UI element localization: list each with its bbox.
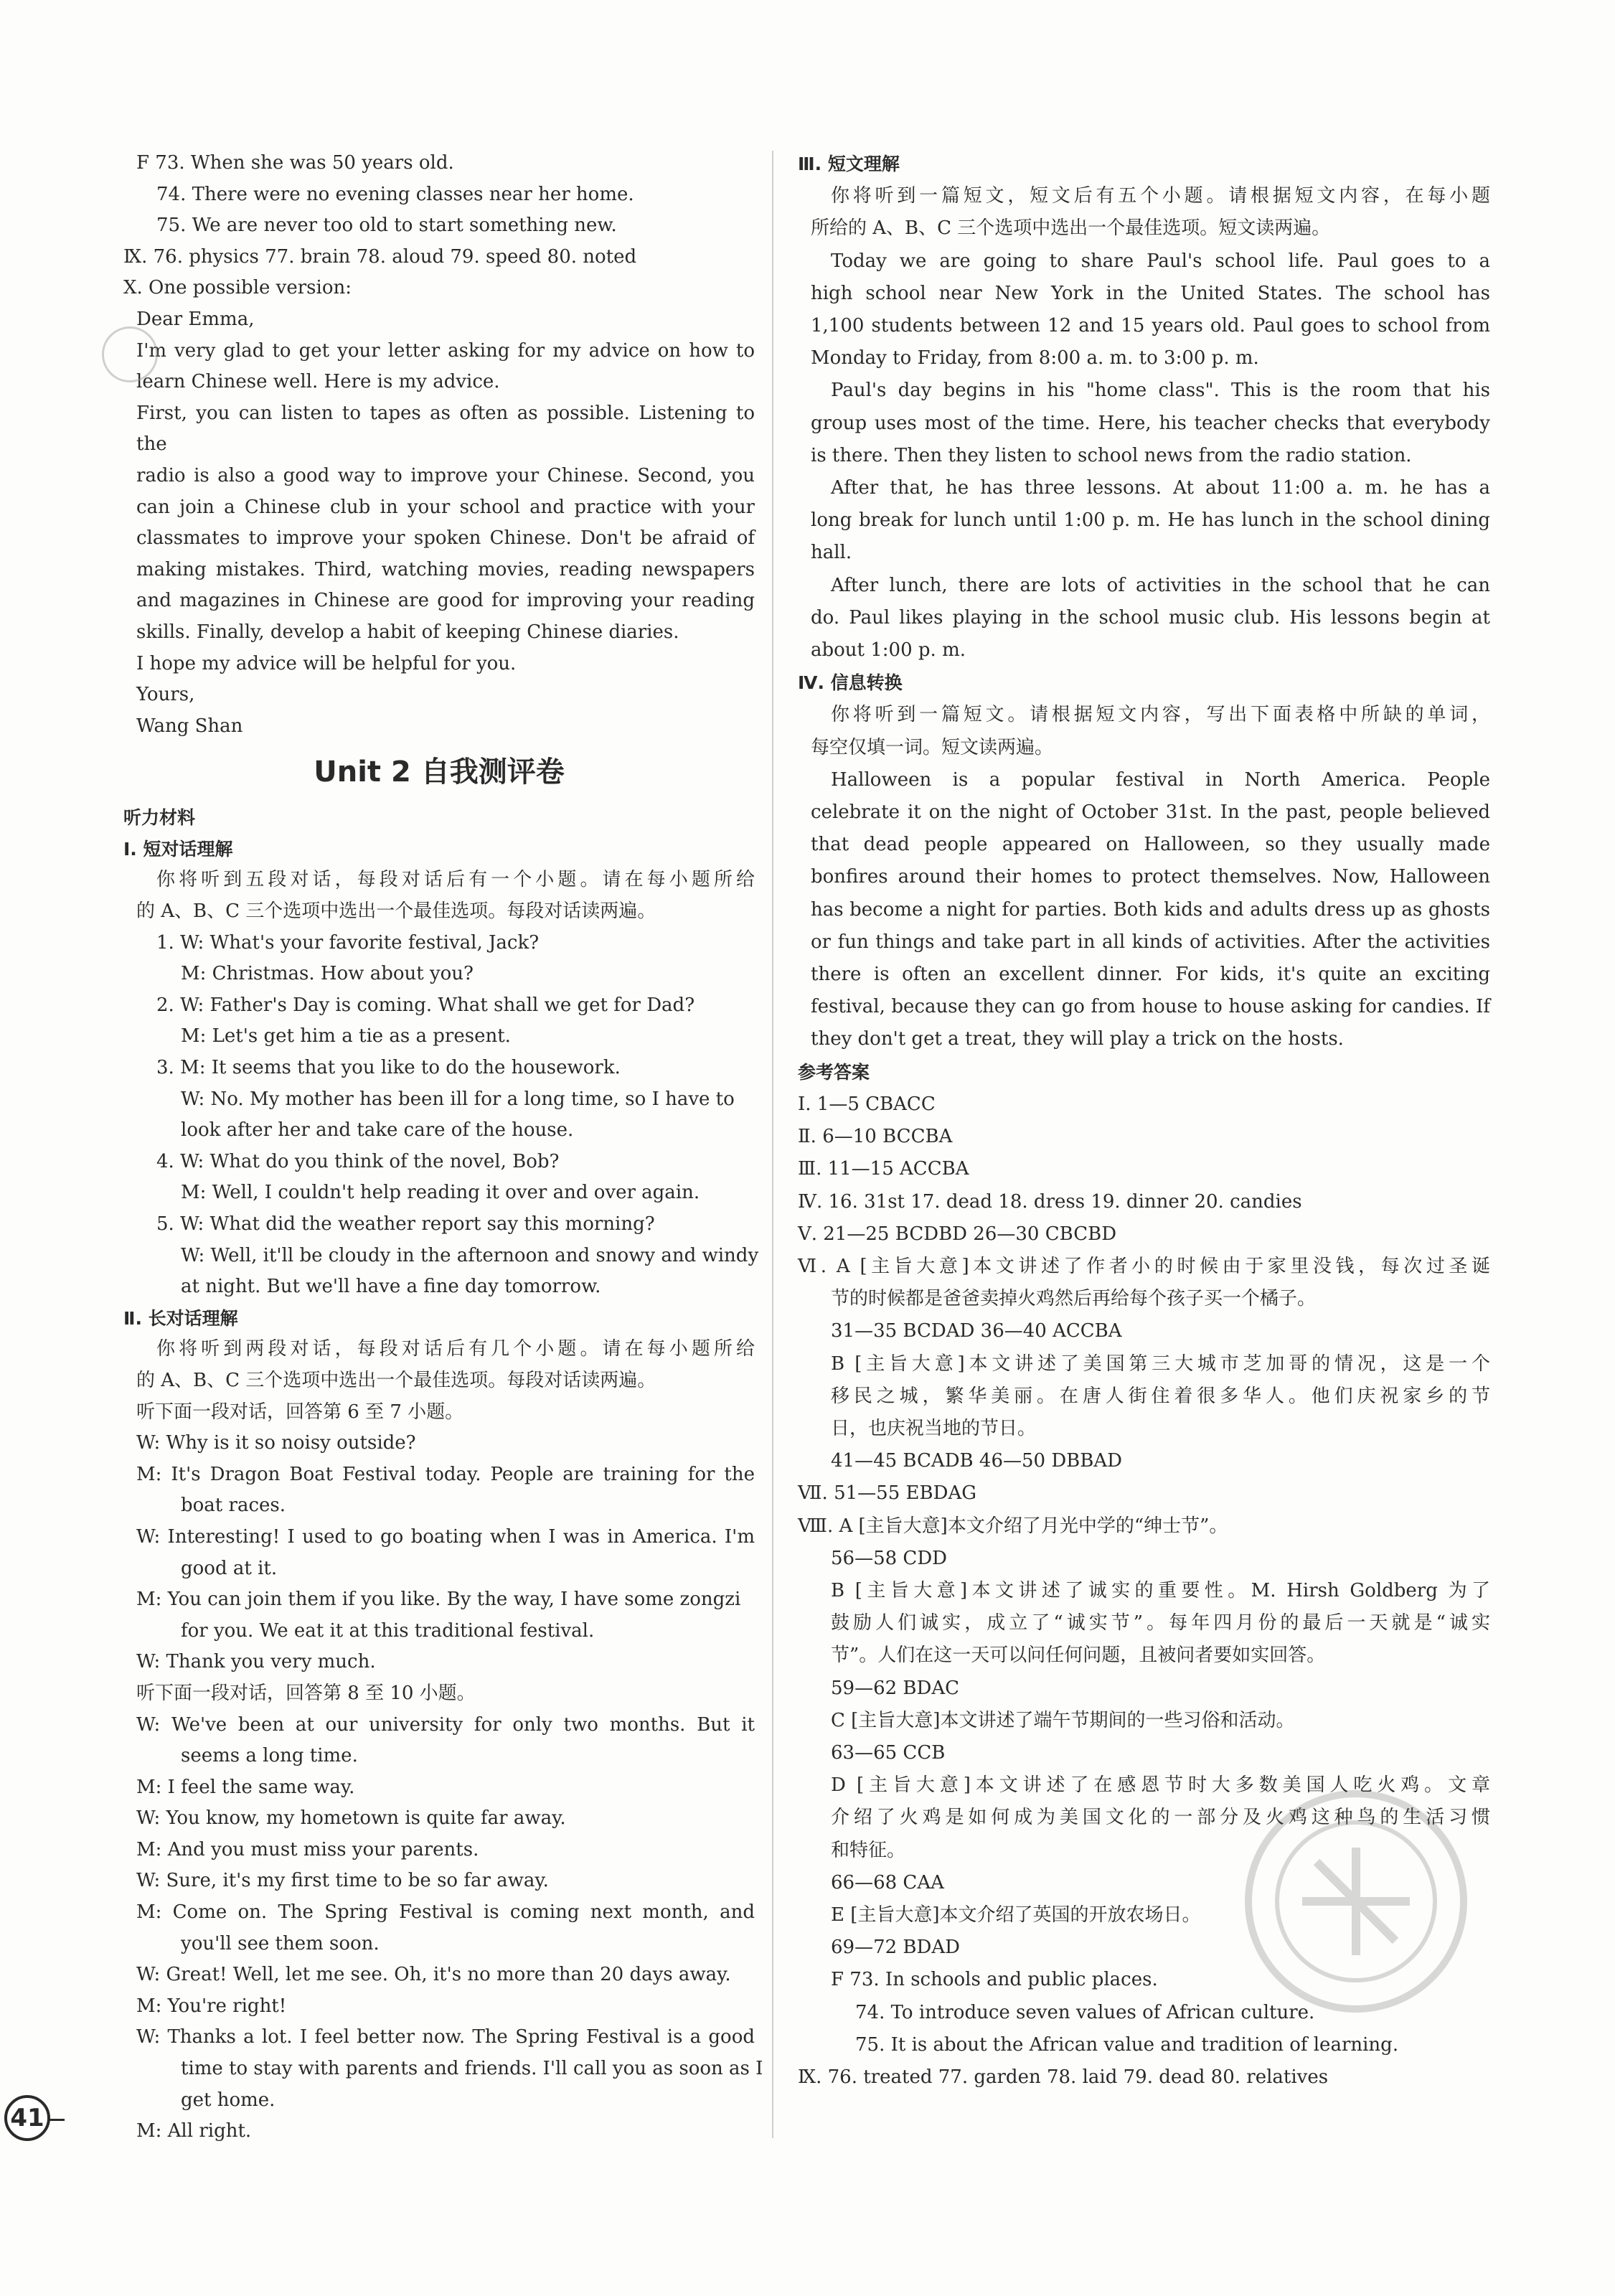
- text-line: Ⅰ. 1—5 CBACC: [798, 1093, 936, 1115]
- text-line: 74. To introduce seven values of African culture.: [855, 2001, 1315, 2023]
- text-line: 每空仅填一词。短文读两遍。: [811, 736, 1054, 758]
- text-line: get home.: [181, 2089, 276, 2111]
- text-line: time to stay with parents and friends. I'll call you as soon as I: [181, 2058, 763, 2080]
- text-line: Ⅷ. A [主旨大意]本文介绍了月光中学的“绅士节”。: [798, 1515, 1228, 1537]
- text-line: is there. Then they listen to school news from the radio station.: [811, 444, 1412, 466]
- text-line: Wang Shan: [136, 715, 243, 737]
- text-line: E [主旨大意]本文介绍了英国的开放农场日。: [831, 1904, 1201, 1926]
- text-line: M: Well, I couldn't help reading it over and over again.: [181, 1182, 700, 1204]
- text-line: can join a Chinese club in your school and practice with your: [136, 496, 755, 518]
- text-line: I hope my advice will be helpful for you.: [136, 652, 517, 674]
- text-line: W: Thanks a lot. I feel better now. The Spring Festival is a good: [136, 2026, 755, 2048]
- text-line: Ⅸ. 76. physics 77. brain 78. aloud 79. speed 80. noted: [123, 245, 637, 268]
- text-line: Yours,: [136, 684, 195, 706]
- text-line: W: Interesting! I used to go boating when I was in America. I'm: [136, 1525, 755, 1548]
- text-line: classmates to improve your spoken Chinese. Don't be afraid of: [136, 527, 755, 550]
- text-line: M: Let's get him a tie as a present.: [181, 1025, 511, 1048]
- text-line: W: Sure, it's my first time to be so far away.: [136, 1870, 549, 1892]
- text-line: W: Why is it so noisy outside?: [136, 1432, 416, 1454]
- text-line: that dead people appeared on Halloween, so they usually made: [811, 834, 1490, 856]
- text-line: Ⅹ. One possible version:: [123, 277, 352, 299]
- text-line: Ⅶ. 51—55 EBDAG: [798, 1482, 976, 1505]
- text-line: Ⅱ. 长对话理解: [123, 1307, 238, 1329]
- text-line: Ⅰ. 短对话理解: [123, 838, 233, 860]
- text-line: 日，也庆祝当地的节日。: [831, 1417, 1037, 1439]
- text-line: 的 A、B、C 三个选项中选出一个最佳选项。每段对话读两遍。: [136, 1369, 656, 1391]
- text-line: 1. W: What's your favorite festival, Jack?: [156, 931, 540, 954]
- text-line: Paul's day begins in his "home class". This is the room that his: [831, 380, 1490, 402]
- text-line: M: All right.: [136, 2120, 252, 2142]
- text-line: and magazines in Chinese are good for improving your reading: [136, 590, 755, 612]
- text-line: B [主旨大意]本文讲述了诚实的重要性。M. Hirsh Goldberg 为了: [831, 1579, 1490, 1601]
- text-line: seems a long time.: [181, 1745, 358, 1767]
- text-line: 56—58 CDD: [831, 1547, 948, 1569]
- text-line: look after her and take care of the house.: [181, 1119, 574, 1142]
- text-line: W: Thank you very much.: [136, 1651, 376, 1673]
- text-line: W: Great! Well, let me see. Oh, it's no more than 20 days away.: [136, 1964, 731, 1986]
- text-line: 5. W: What did the weather report say this morning?: [156, 1213, 655, 1235]
- text-line: festival, because they can go from house to house asking for candies. If: [811, 996, 1490, 1018]
- text-line: Dear Emma,: [136, 308, 255, 330]
- text-line: W: We've been at our university for only two months. But it: [136, 1713, 755, 1736]
- text-line: do. Paul likes playing in the school music club. His lessons begin at: [811, 606, 1490, 629]
- text-line: F 73. When she was 50 years old.: [136, 152, 454, 174]
- text-line: 你将听到一篇短文。请根据短文内容，写出下面表格中所缺的单词，: [831, 704, 1490, 726]
- text-line: First, you can listen to tapes as often as possible. Listening to the: [136, 402, 755, 456]
- text-line: I'm very glad to get your letter asking for my advice on how to: [136, 339, 755, 362]
- text-line: bonfires around their homes to protect themselves. Now, Halloween: [811, 866, 1490, 888]
- text-line: 听下面一段对话，回答第 6 至 7 小题。: [136, 1401, 464, 1423]
- text-line: 的 A、B、C 三个选项中选出一个最佳选项。每段对话读两遍。: [136, 900, 656, 923]
- text-line: M: And you must miss your parents.: [136, 1838, 479, 1860]
- text-line: Monday to Friday, from 8:00 a. m. to 3:00 p. m.: [811, 347, 1259, 370]
- right-text-block: [798, 148, 1490, 2094]
- text-line: W: Well, it'll be cloudy in the afternoon and snowy and windy: [181, 1244, 759, 1266]
- text-line: 鼓励人们诚实，成立了“诚实节”。每年四月份的最后一天就是“诚实: [831, 1612, 1490, 1634]
- text-line: 你将听到五段对话，每段对话后有一个小题。请在每小题所给: [156, 869, 755, 891]
- text-line: or fun things and take part in all kinds of activities. After the activities: [811, 931, 1490, 953]
- text-line: After that, he has three lessons. At about 11:00 a. m. he has a: [831, 477, 1490, 499]
- text-line: 74. There were no evening classes near her home.: [156, 183, 634, 205]
- text-line: 移民之城，繁华美丽。在唐人街住着很多华人。他们庆祝家乡的节: [831, 1385, 1490, 1407]
- text-line: you'll see them soon.: [181, 1932, 380, 1954]
- text-line: skills. Finally, develop a habit of keeping Chinese diaries.: [136, 621, 679, 643]
- text-line: Ⅱ. 6—10 BCCBA: [798, 1126, 953, 1148]
- text-line: 节的时候都是爸爸卖掉火鸡然后再给每个孩子买一个橘子。: [831, 1288, 1317, 1310]
- text-line: 63—65 CCB: [831, 1741, 946, 1764]
- text-line: M: You can join them if you like. By the way, I have some zongzi: [136, 1589, 741, 1611]
- text-line: 31—35 BCDAD 36—40 ACCBA: [831, 1320, 1122, 1342]
- right-column: [798, 148, 1490, 2094]
- text-line: W: You know, my hometown is quite far away.: [136, 1807, 566, 1830]
- left-column: [123, 148, 763, 2147]
- text-line: 66—68 CAA: [831, 1871, 944, 1893]
- text-line: 你将听到两段对话，每段对话后有几个小题。请在每小题所给: [156, 1338, 755, 1360]
- text-line: Ⅳ. 信息转换: [798, 672, 903, 694]
- text-line: M: Come on. The Spring Festival is coming next month, and: [136, 1901, 755, 1924]
- text-line: 你将听到一篇短文，短文后有五个小题。请根据短文内容，在每小题: [831, 185, 1490, 207]
- text-line: they don't get a treat, they will play a trick on the hosts.: [811, 1028, 1344, 1050]
- column-divider: [772, 151, 773, 2138]
- text-line: Ⅲ. 11—15 ACCBA: [798, 1158, 969, 1180]
- text-line: Today we are going to share Paul's school life. Paul goes to a: [831, 250, 1490, 272]
- text-line: radio is also a good way to improve your Chinese. Second, you: [136, 464, 755, 486]
- text-line: W: No. My mother has been ill for a long time, so I have to: [181, 1088, 735, 1110]
- unit-title: Unit 2 自我测评卷: [314, 756, 565, 789]
- text-line: 75. It is about the African value and tradition of learning.: [855, 2033, 1399, 2056]
- text-line: M: I feel the same way.: [136, 1776, 355, 1798]
- left-answer-block: [123, 148, 755, 742]
- page-number-rule: [47, 2119, 65, 2121]
- text-line: M: It's Dragon Boat Festival today. People are training for the: [136, 1463, 755, 1485]
- text-line: 介绍了火鸡是如何成为美国文化的一部分及火鸡这种鸟的生活习惯: [831, 1807, 1490, 1829]
- text-line: group uses most of the time. Here, his teacher checks that everybody: [811, 412, 1490, 434]
- text-line: C [主旨大意]本文讲述了端午节期间的一些习俗和活动。: [831, 1709, 1295, 1731]
- text-line: at night. But we'll have a fine day tomorrow.: [181, 1276, 601, 1298]
- text-line: 3. M: It seems that you like to do the housework.: [156, 1057, 621, 1079]
- text-line: long break for lunch until 1:00 p. m. He has lunch in the school dining: [811, 509, 1490, 532]
- text-line: M: You're right!: [136, 1995, 287, 2017]
- text-line: high school near New York in the United States. The school has: [811, 282, 1490, 304]
- text-line: 69—72 BDAD: [831, 1937, 961, 1959]
- text-line: 参考答案: [798, 1061, 870, 1083]
- listening-material-block: [123, 802, 763, 2147]
- text-line: for you. We eat it at this traditional festival.: [181, 1619, 595, 1642]
- text-line: 1,100 students between 12 and 15 years old. Paul goes to school from: [811, 315, 1490, 337]
- text-line: hall.: [811, 542, 852, 564]
- text-line: F 73. In schools and public places.: [831, 1969, 1158, 1991]
- text-line: boat races.: [181, 1495, 286, 1517]
- page-number: 41: [4, 2095, 50, 2141]
- text-line: M: Christmas. How about you?: [181, 963, 474, 985]
- text-line: there is often an excellent dinner. For kids, it's quite an exciting: [811, 964, 1490, 986]
- text-line: 75. We are never too old to start something new.: [156, 215, 617, 237]
- text-line: 59—62 BDAC: [831, 1677, 960, 1699]
- seal-stamp: [102, 326, 158, 382]
- text-line: Halloween is a popular festival in North America. People: [831, 768, 1490, 791]
- text-line: celebrate it on the night of October 31st. In the past, people believed: [811, 801, 1490, 824]
- text-line: making mistakes. Third, watching movies, reading newspapers: [136, 558, 755, 580]
- text-line: 听下面一段对话，回答第 8 至 10 小题。: [136, 1682, 476, 1704]
- text-line: 听力材料: [123, 807, 196, 829]
- text-line: 和特征。: [831, 1839, 906, 1861]
- text-line: 节”。人们在这一天可以问任何问题，且被问者要如实回答。: [831, 1645, 1326, 1667]
- text-line: 4. W: What do you think of the novel, Bob?: [156, 1150, 560, 1172]
- text-line: Ⅵ. A [主旨大意]本文讲述了作者小的时候由于家里没钱，每次过圣诞: [798, 1255, 1490, 1277]
- text-line: about 1:00 p. m.: [811, 639, 966, 662]
- text-line: B [主旨大意]本文讲述了美国第三大城市芝加哥的情况，这是一个: [831, 1352, 1490, 1375]
- text-line: After lunch, there are lots of activities in the school that he can: [831, 574, 1490, 596]
- text-line: 41—45 BCADB 46—50 DBBAD: [831, 1450, 1123, 1472]
- text-line: Ⅸ. 76. treated 77. garden 78. laid 79. dead 80. relatives: [798, 2066, 1329, 2088]
- text-line: Ⅴ. 21—25 BCDBD 26—30 CBCBD: [798, 1223, 1117, 1245]
- text-line: 2. W: Father's Day is coming. What shall we get for Dad?: [156, 994, 695, 1016]
- text-line: Ⅲ. 短文理解: [798, 154, 900, 174]
- text-line: D [主旨大意]本文讲述了在感恩节时大多数美国人吃火鸡。文章: [831, 1774, 1490, 1797]
- text-line: Ⅳ. 16. 31st 17. dead 18. dress 19. dinner 20. candies: [798, 1190, 1302, 1213]
- text-line: good at it.: [181, 1557, 278, 1579]
- text-line: learn Chinese well. Here is my advice.: [136, 371, 500, 393]
- text-line: has become a night for parties. Both kids and adults dress up as ghosts: [811, 898, 1490, 921]
- text-line: 所给的 A、B、C 三个选项中选出一个最佳选项。短文读两遍。: [811, 217, 1331, 240]
